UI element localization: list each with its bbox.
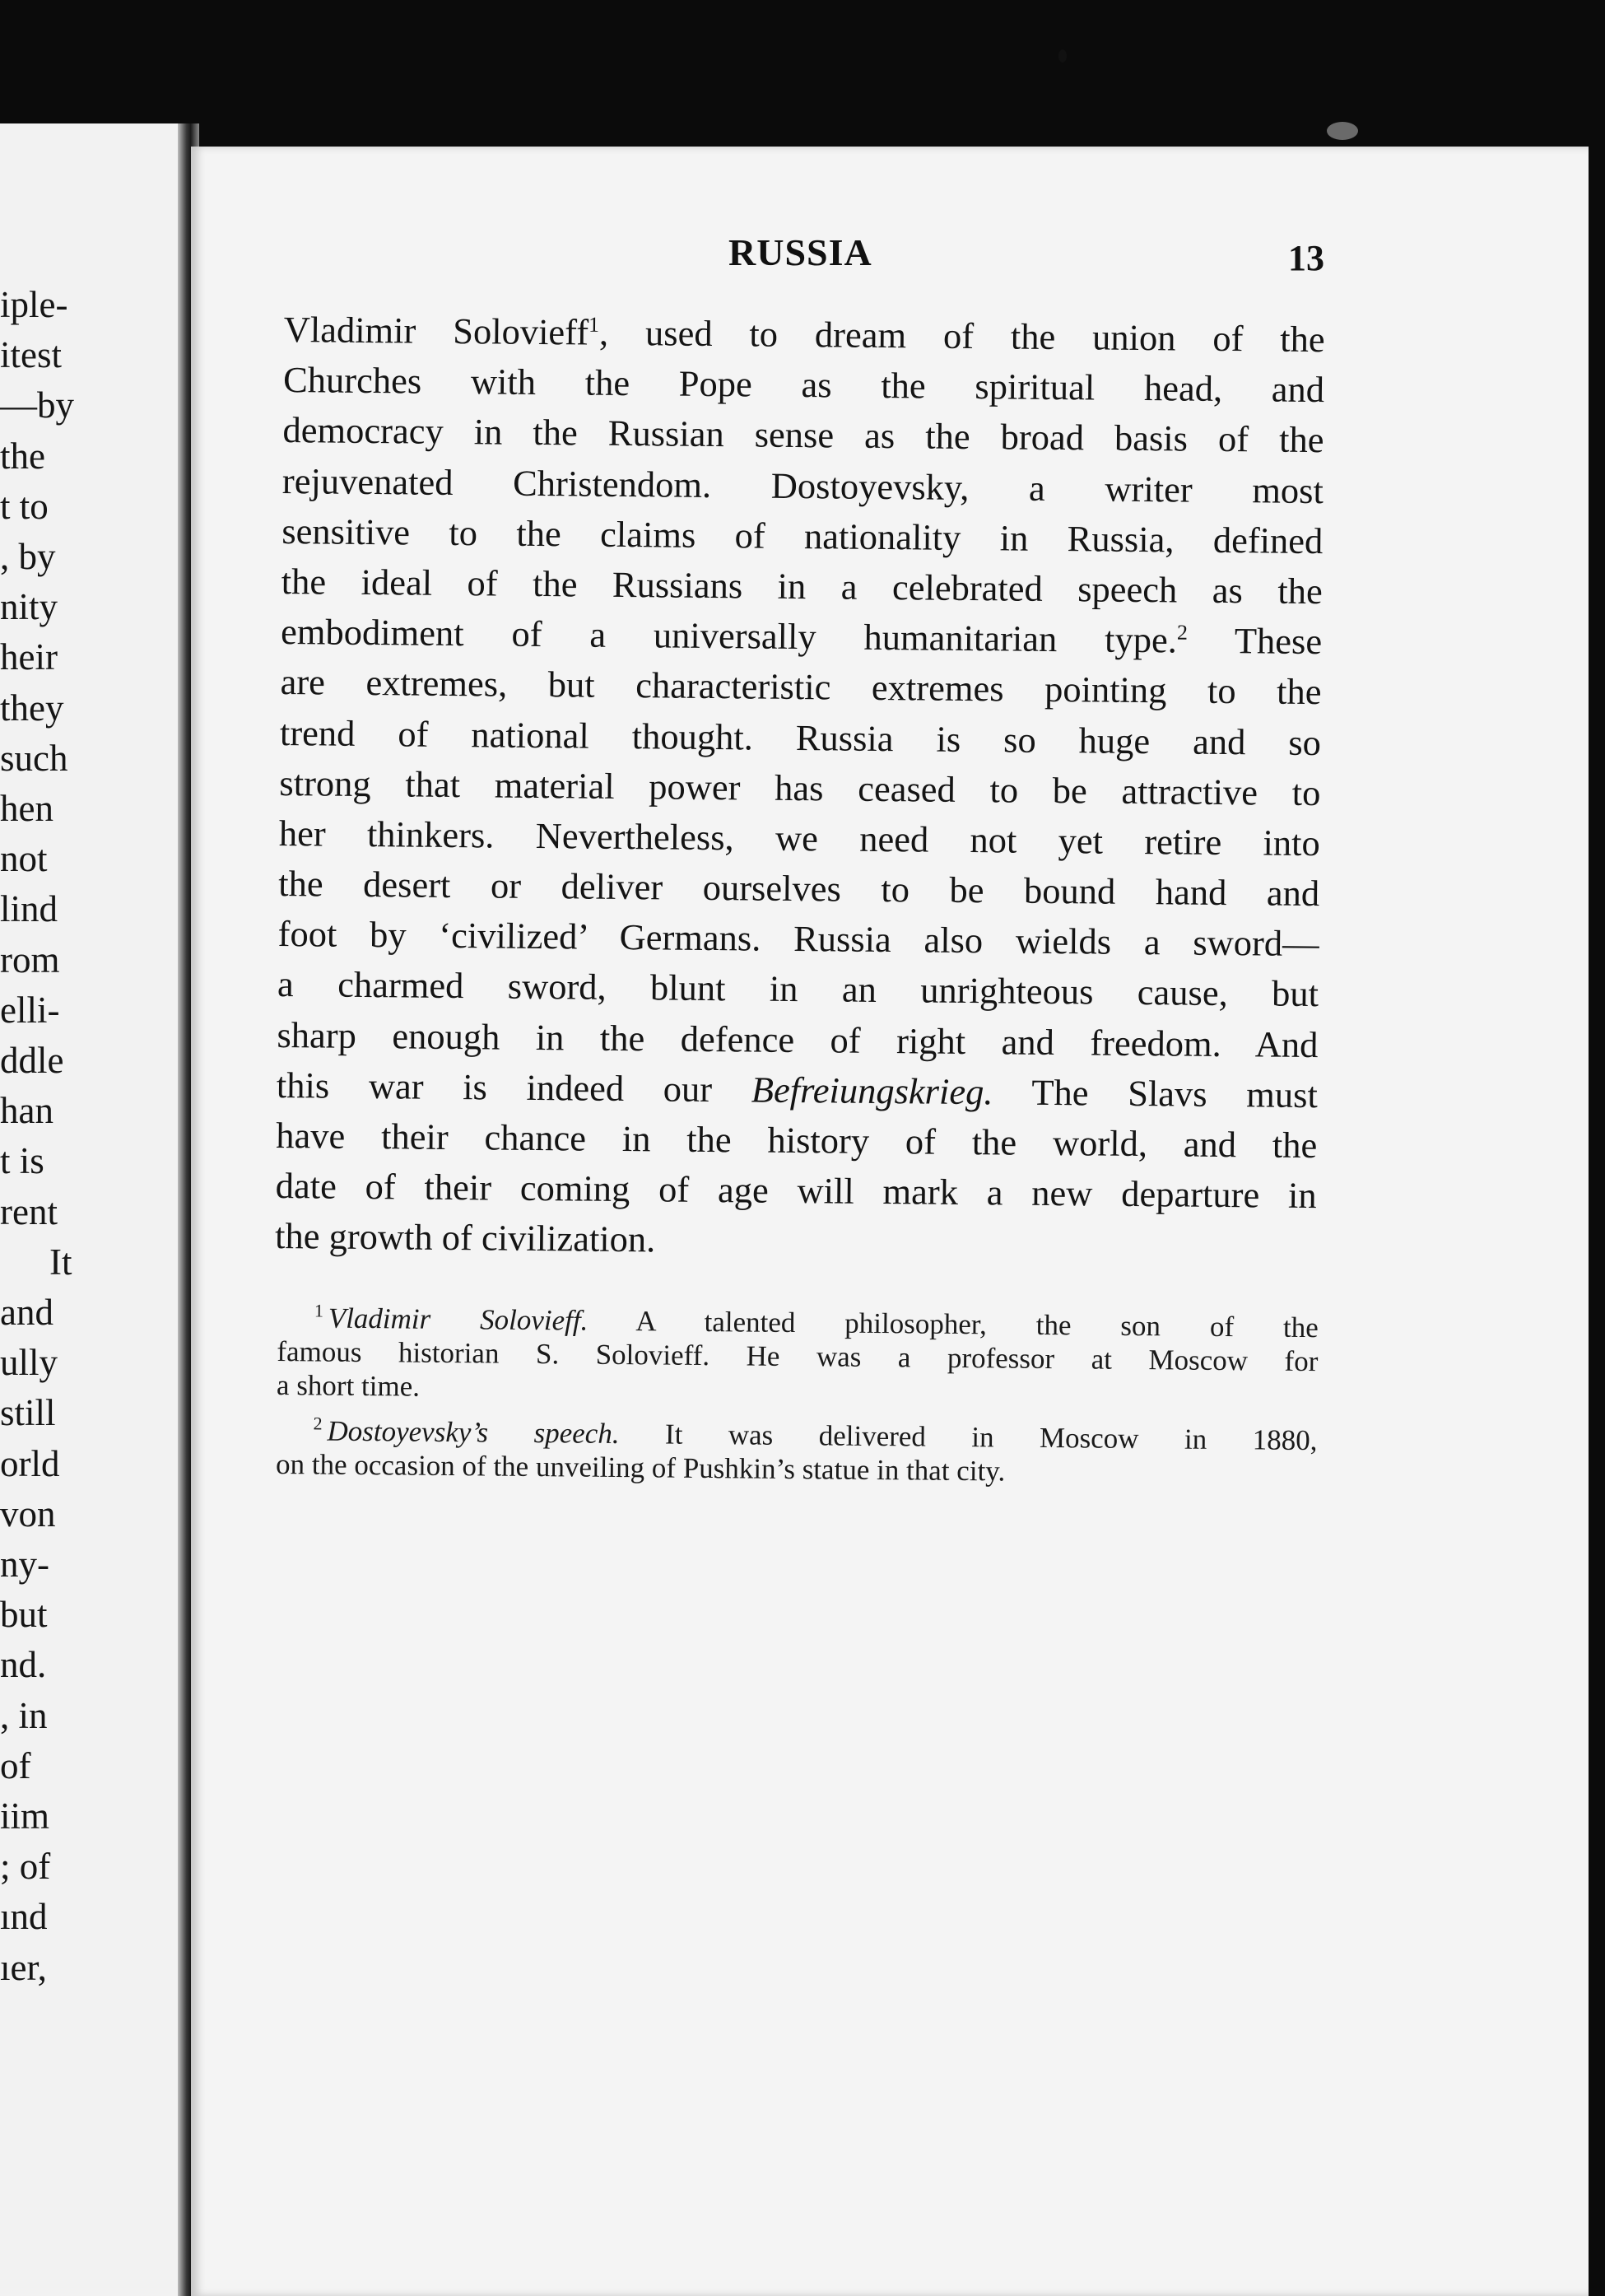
prev-page-fragment: not: [0, 838, 48, 880]
body-line: her thinkers. Nevertheless, we need not yet retire into: [278, 812, 1321, 864]
prev-page-fragment: ınd: [0, 1896, 48, 1938]
body-line-segment: this war is indeed our: [276, 1064, 752, 1111]
footnote-heading: Vladimir Solovieff.: [328, 1302, 588, 1337]
prev-page-fragment: —by: [0, 384, 74, 426]
body-line: a charmed sword, blunt in an unrighteous cause, but: [277, 963, 1319, 1015]
running-head: [0, 231, 1605, 280]
body-line: sharp enough in the defence of right and freedom. And: [277, 1013, 1319, 1065]
italic-term: Befreiungskrieg.: [751, 1069, 993, 1113]
prev-page-fragment: nity: [0, 586, 58, 628]
prev-page-fragment: t to: [0, 485, 49, 527]
body-text: [275, 305, 1325, 1272]
prev-page-fragment: iple-: [0, 284, 68, 325]
footnote-text: famous historian S. Solovieff. He was a professor at Moscow for: [277, 1334, 1319, 1378]
footnote-text: a short time.: [276, 1368, 421, 1403]
body-line: Churches with the Pope as the spiritual head, and: [282, 359, 1325, 411]
body-line: the ideal of the Russians in a celebrated speech as the: [281, 560, 1323, 612]
prev-page-fragment: and: [0, 1292, 54, 1333]
prev-page-fragment: ully: [0, 1342, 58, 1384]
body-line: trend of national thought. Russia is so huge and so: [279, 711, 1322, 763]
prev-page-fragment: ddle: [0, 1040, 64, 1081]
prev-page-fragment: t is: [0, 1140, 44, 1182]
prev-page-fragment: ; of: [0, 1846, 51, 1888]
ink-speck: [1327, 122, 1358, 140]
footnote-heading: Dostoyevsky’s speech.: [327, 1414, 620, 1450]
footnote-marker: 1: [314, 1300, 324, 1321]
body-line: rejuvenated Christendom. Dostoyevsky, a writer most: [281, 459, 1324, 511]
footnote-text: It was delivered in Moscow in 1880,: [619, 1417, 1318, 1457]
footnote-reference: 2: [1176, 620, 1189, 645]
body-line: strong that material power has ceased to be attractive to: [279, 761, 1321, 813]
body-line: the desert or deliver ourselves to be bound hand and: [278, 863, 1320, 915]
body-line: democracy in the Russian sense as the broad basis of the: [282, 409, 1324, 461]
prev-page-fragment: , by: [0, 536, 56, 577]
prev-page-fragment: rom: [0, 938, 60, 980]
prev-page-fragment: lind: [0, 888, 58, 930]
prev-page-fragment: , in: [0, 1694, 48, 1736]
prev-page-fragment: ny-: [0, 1544, 49, 1585]
footnote: [277, 1301, 1319, 1412]
body-line: sensitive to the claims of nationality in Russia, defined: [281, 510, 1324, 561]
footnote-reference: 1: [588, 312, 600, 337]
footnote-marker: 2: [313, 1413, 323, 1434]
previous-page-edge: [0, 123, 191, 2296]
prev-page-fragment: ıer,: [0, 1946, 47, 1988]
prev-page-fragment: It: [49, 1241, 72, 1283]
footnote: [276, 1413, 1318, 1491]
body-line-segment: embodiment of a universally humanitarian type.: [280, 611, 1178, 661]
prev-page-fragment: orld: [0, 1442, 60, 1484]
prev-page-fragment: they: [0, 687, 64, 729]
body-line-segment: , used to dream of the union of the: [598, 311, 1325, 361]
prev-page-fragment: but: [0, 1594, 48, 1636]
body-line: are extremes, but characteristic extremes pointing to the: [280, 661, 1322, 713]
ink-speck: [1058, 49, 1067, 63]
body-line: date of their coming of age will mark a new departure in: [275, 1165, 1317, 1217]
page-title: RUSSIA: [728, 231, 872, 273]
body-line: have their chance in the history of the world, and the: [276, 1114, 1318, 1167]
footnote-text: A talented philosopher, the son of the: [588, 1304, 1319, 1344]
prev-page-fragment: of: [0, 1744, 31, 1786]
prev-page-fragment: itest: [0, 334, 62, 376]
prev-page-fragment: nd.: [0, 1644, 47, 1686]
prev-page-fragment: such: [0, 737, 68, 779]
prev-page-fragment: still: [0, 1392, 56, 1434]
prev-page-fragment: iim: [0, 1795, 50, 1837]
body-line: foot by ‘civilized’ Germans. Russia also wields a sword—: [277, 913, 1319, 965]
body-line-segment: These: [1187, 619, 1323, 663]
prev-page-fragment: rent: [0, 1190, 58, 1232]
footnote-text: on the occasion of the unveiling of Pushkin’s statue in that city.: [275, 1447, 1006, 1488]
footnotes: [276, 1301, 1319, 1502]
prev-page-fragment: elli-: [0, 989, 60, 1031]
prev-page-fragment: the: [0, 435, 45, 477]
body-line-segment: Vladimir Solovieff: [283, 308, 589, 353]
prev-page-fragment: han: [0, 1090, 54, 1132]
prev-page-fragment: heir: [0, 636, 58, 678]
prev-page-fragment: von: [0, 1493, 56, 1535]
page-number: 13: [1288, 238, 1324, 278]
body-line: the growth of civilization.: [274, 1215, 656, 1260]
body-line-segment: The Slavs must: [993, 1071, 1319, 1115]
prev-page-fragment: hen: [0, 788, 54, 829]
